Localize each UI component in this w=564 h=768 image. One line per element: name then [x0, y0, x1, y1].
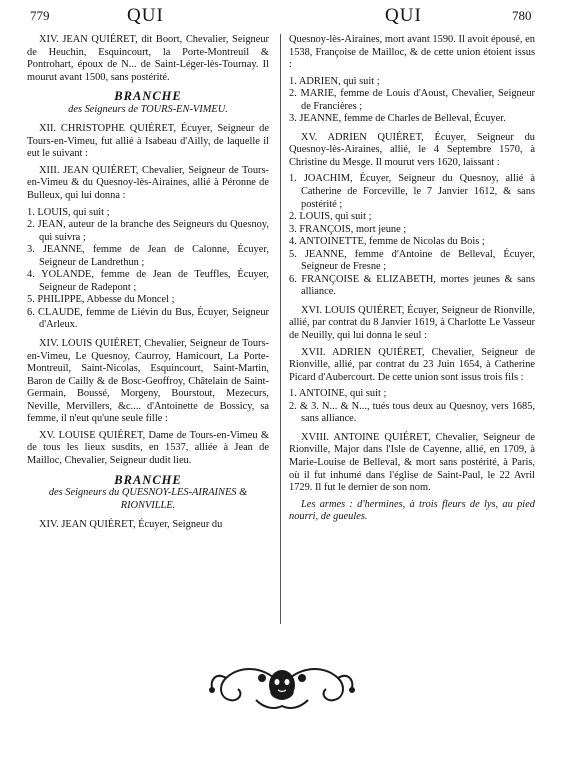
list-item: 1. ADRIEN, qui suit ;	[289, 75, 380, 87]
right-column	[289, 34, 535, 528]
entry-jean-quieret-boort: XIV. JEAN QUIÉRET, dit Boort, Chevalier, Seigneur de Heuchin, Esquincourt, la Porte-Montreuil & Pontrohart, époux de N... de Saint-Léger-lès-Tournay. Il mourut avant 1500, sans postérité.	[27, 34, 269, 83]
entry-christophe-quieret: XII. CHRISTOPHE QUIÉRET, Écuyer, Seigneur de Tours-en-Vimeu, fut allié à Isabeau d'Ailly, de laquelle il eut le suivant :	[27, 123, 269, 160]
children-list-jean	[27, 207, 269, 332]
list-item: 2. LOUIS, qui suit ;	[289, 211, 372, 223]
list-item: 1. LOUIS, qui suit ;	[27, 206, 110, 218]
list-item: 5. PHILIPPE, Abbesse du Moncel ;	[27, 294, 175, 306]
list-item: 2. MARIE, femme de Louis d'Aoust, Chevalier, Seigneur de Francières ;	[289, 88, 535, 112]
entry-jean-quieret-xiii: XIII. JEAN QUIÉRET, Chevalier, Seigneur de Tours-en-Vimeu & du Quesnoy-lès-Airaines, allié à Péronne de Bulleux, qui lui donna :	[27, 164, 269, 202]
left-column	[27, 34, 269, 536]
entry-adrien-quieret-xv: XV. ADRIEN QUIÉRET, Écuyer, Seigneur du Quesnoy-lès-Airaines, allié, le 4 Septembre 1570, à Christine du Mesge. Il mourut vers 1620, laissant :	[289, 131, 535, 168]
coat-of-arms-text: Les armes : d'hermines, à trois fleurs de lys, au pied nourri, de gueules.	[289, 498, 535, 523]
right-running-head: QUI	[385, 5, 422, 26]
branch-subheading-quesnoy: des Seigneurs du QUESNOY-LES-AIRAINES & RIONVILLE.	[48, 487, 248, 511]
list-item: 6. CLAUDE, femme de Liévin du Bus, Écuyer, Seigneur d'Arleux.	[27, 306, 269, 331]
list-item: 3. JEANNE, femme de Jean de Calonne, Écuyer, Seigneur de Landrethun ;	[27, 244, 269, 268]
left-page-number: 779	[30, 8, 50, 23]
entry-jean-quieret-xiv-start: XIV. JEAN QUIÉRET, Écuyer, Seigneur du	[39, 519, 223, 531]
left-running-head: QUI	[127, 5, 164, 26]
entry-louise-quieret: XV. LOUISE QUIÉRET, Dame de Tours-en-Vimeu & de tous les lieux susdits, en 1537, alliée à Jean de Mailloc, Chevalier, Seigneur dudit lieu.	[27, 429, 269, 466]
children-list-jean-xiv	[289, 76, 535, 126]
list-item: 3. FRANÇOIS, mort jeune ;	[289, 223, 407, 235]
list-item: 2. & 3. N... & N..., tués tous deux au Quesnoy, vers 1685, sans alliance.	[289, 400, 535, 425]
branch-subheading-tours: des Seigneurs de TOURS-EN-VIMEU.	[68, 103, 228, 115]
list-item: 1. JOACHIM, Écuyer, Seigneur du Quesnoy, allié à Catherine de Forceville, le 7 Janvier 1612, & sans postérité ;	[289, 173, 535, 210]
entry-adrien-quieret-xvii: XVII. ADRIEN QUIÉRET, Chevalier, Seigneur de Rionville, allié, par contrat du 23 Juin 1654, à Catherine Picard d'Aubercourt. De cette union sont issus trois fils :	[289, 346, 535, 383]
list-item: 6. FRANÇOISE & ELIZABETH, mortes jeunes & sans alliance.	[289, 273, 535, 298]
column-divider	[280, 34, 281, 624]
entry-louis-quieret-xiv: XIV. LOUIS QUIÉRET, Chevalier, Seigneur de Tours-en-Vimeu, Le Quesnoy, Caurroy, Hamicourt, La Porte-Montreuil, Saint-Nicolas, Esquincourt, Saint-Martin, Baron de Cailly & de Bosc-Geoffroy, Châtelain de Saint-Germain, Boussé, Morgeny, Bourstout, Mezecurs, Neville, Mervillers, &c.... d'Antoinette de Bossicy, sa femme, il n'eut qu'une seule fille :	[27, 338, 269, 425]
entry-jean-quieret-xiv-cont: Quesnoy-lès-Airaines, mort avant 1590. Il avoit épousé, en 1538, Françoise de Mailloc, & de cette union étoient issus :	[289, 34, 535, 71]
list-item: 3. JEANNE, femme de Charles de Belleval, Écuyer.	[289, 113, 506, 125]
right-page-number: 780	[512, 8, 532, 23]
children-list-adrien	[289, 173, 535, 298]
list-item: 4. ANTOINETTE, femme de Nicolas du Bois ;	[289, 236, 485, 248]
children-list-adrien-xvii	[289, 388, 535, 426]
cul-de-lampe-ornament-icon	[206, 656, 358, 716]
list-item: 1. ANTOINE, qui suit ;	[289, 388, 387, 400]
list-item: 5. JEANNE, femme d'Antoine de Belleval, Écuyer, Seigneur de Fresne ;	[289, 248, 535, 273]
list-item: 2. JEAN, auteur de la branche des Seigneurs du Quesnoy, qui suivra ;	[27, 219, 269, 243]
list-item: 4. YOLANDE, femme de Jean de Teuffles, Écuyer, Seigneur de Radepont ;	[27, 269, 269, 293]
branch-heading-tours: BRANCHE	[114, 89, 182, 104]
entry-antoine-quieret-xviii: XVIII. ANTOINE QUIÉRET, Chevalier, Seigneur de Rionville, Major dans l'Isle de Cayenne, allié, en 1709, à Marie-Louise de Belleval, & mort sans postérité, à Paris, où il fut inhumé dans l'église de Saint-Paul, le 22 Avril 1729. Il fut le dernier de son nom.	[289, 431, 535, 494]
entry-louis-quieret-xvi: XVI. LOUIS QUIÉRET, Écuyer, Seigneur de Rionville, allié, par contrat du 8 Janvier 1619, à Charlotte Le Vasseur de Neuilly, qui lui donna le seul :	[289, 304, 535, 342]
branch-heading-quesnoy: BRANCHE	[114, 472, 182, 487]
